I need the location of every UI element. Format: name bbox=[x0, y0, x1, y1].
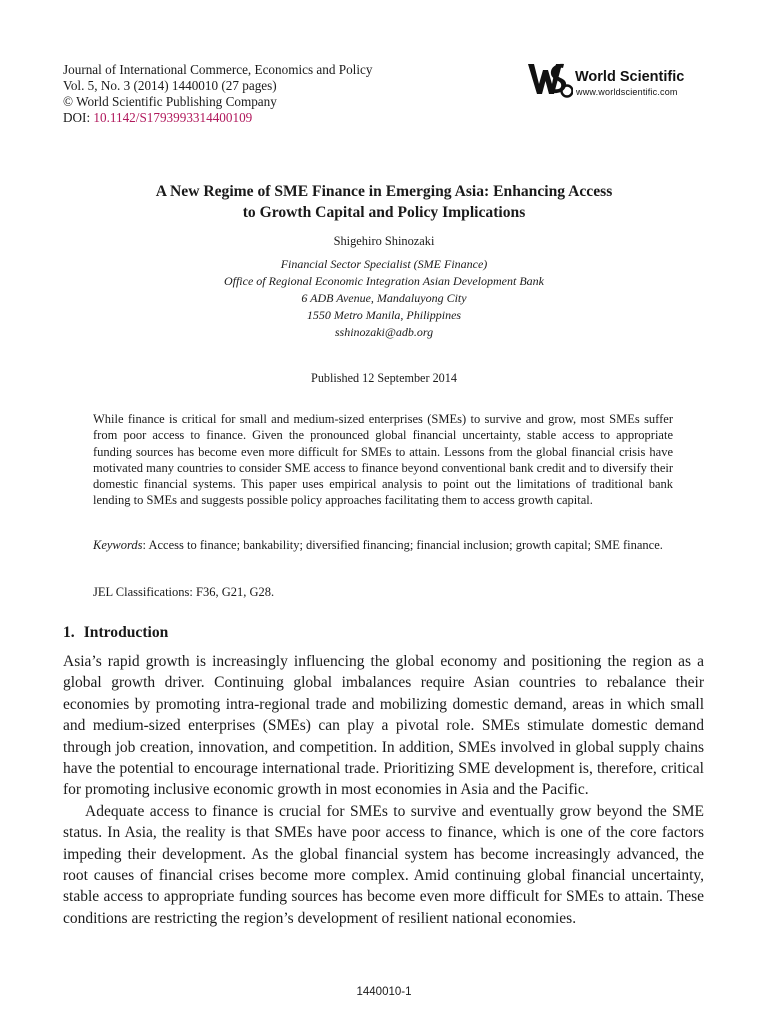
section-title: Introduction bbox=[83, 624, 169, 641]
doi-line bbox=[63, 110, 372, 126]
doi-link[interactable]: 10.1142/S1793993314400109 bbox=[93, 110, 253, 125]
affiliation-line: Office of Regional Economic Integration Asian Development Bank bbox=[223, 274, 545, 288]
section-heading bbox=[63, 624, 168, 642]
paragraph: Asia’s rapid growth is increasingly influencing the global economy and positioning the region as a global growth driver. Continuing global imbalances require Asian countries to rebalance their economies by promoting intra-regional trade and mobilizing domestic demand, areas in which small and medium-sized enterprises (SMEs) can play a pivotal role. SMEs stimulate domestic demand through job creation, innovation, and competition. In addition, SMEs involved in global supply chains have the potential to encourage international trade. Prioritizing SME development is, therefore, critical for promoting inclusive economic growth in most economies in Asia and the Pacific. bbox=[63, 653, 704, 799]
publisher-url[interactable]: www.worldscientific.com bbox=[576, 87, 678, 97]
keywords-text: : Access to finance; bankability; diversified financing; financial inclusion; growth capital; SME finance. bbox=[142, 538, 663, 552]
paragraph: Adequate access to finance is crucial for SMEs to survive and eventually grow beyond the SME status. In Asia, the reality is that SMEs have poor access to finance, which is one of the core factors impeding their development. As the global financial system has become increasingly advanced, the root causes of financial crises become more complex. Amid continuing global financial uncertainty, stable access to appropriate funding sources has become even more difficult for SMEs to attain. These conditions are restricting the region’s development of resilient national economies. bbox=[63, 802, 704, 927]
author-email[interactable]: sshinozaki@adb.org bbox=[334, 325, 434, 339]
affiliation-line: 1550 Metro Manila, Philippines bbox=[306, 308, 462, 322]
keywords bbox=[93, 537, 673, 553]
author-name: Shigehiro Shinozaki bbox=[333, 234, 435, 248]
body-text bbox=[63, 651, 704, 929]
copyright: © World Scientific Publishing Company bbox=[63, 94, 277, 109]
title-line: A New Regime of SME Finance in Emerging Asia: Enhancing Access bbox=[155, 183, 613, 200]
doi-label: DOI: bbox=[63, 110, 91, 125]
paper-title bbox=[60, 181, 708, 223]
publisher-logo[interactable] bbox=[527, 60, 707, 100]
published-date: Published 12 September 2014 bbox=[311, 371, 457, 385]
publisher-name: World Scientific bbox=[575, 69, 685, 85]
affiliation-line: Financial Sector Specialist (SME Finance) bbox=[280, 257, 488, 271]
journal-meta bbox=[63, 62, 372, 126]
journal-name: Journal of International Commerce, Economics and Policy bbox=[63, 62, 373, 77]
keywords-label: Keywords bbox=[93, 538, 143, 552]
world-scientific-logo-icon bbox=[527, 60, 573, 100]
jel-classifications: JEL Classifications: F36, G21, G28. bbox=[93, 585, 275, 599]
title-line: to Growth Capital and Policy Implications bbox=[242, 204, 526, 221]
section-number: 1. bbox=[63, 624, 75, 641]
volume-info: Vol. 5, No. 3 (2014) 1440010 (27 pages) bbox=[63, 78, 277, 93]
author-block bbox=[60, 233, 708, 341]
abstract: While finance is critical for small and medium-sized enterprises (SMEs) to survive and grow, most SMEs suffer from poor access to finance. Given the pronounced global financial uncertainty, stable access to appropriate funding sources has become even more difficult for SMEs to attain. Lessons from the global financial crisis have motivated many countries to consider SME access to finance beyond conventional bank credit and to diversify their domestic financial systems. This paper uses empirical analysis to point out the limitations of traditional bank lending to SMEs and suggests possible policy approaches facilitating them to access growth capital. bbox=[93, 412, 673, 508]
page-number: 1440010-1 bbox=[356, 986, 412, 998]
affiliation-line: 6 ADB Avenue, Mandaluyong City bbox=[301, 291, 467, 305]
